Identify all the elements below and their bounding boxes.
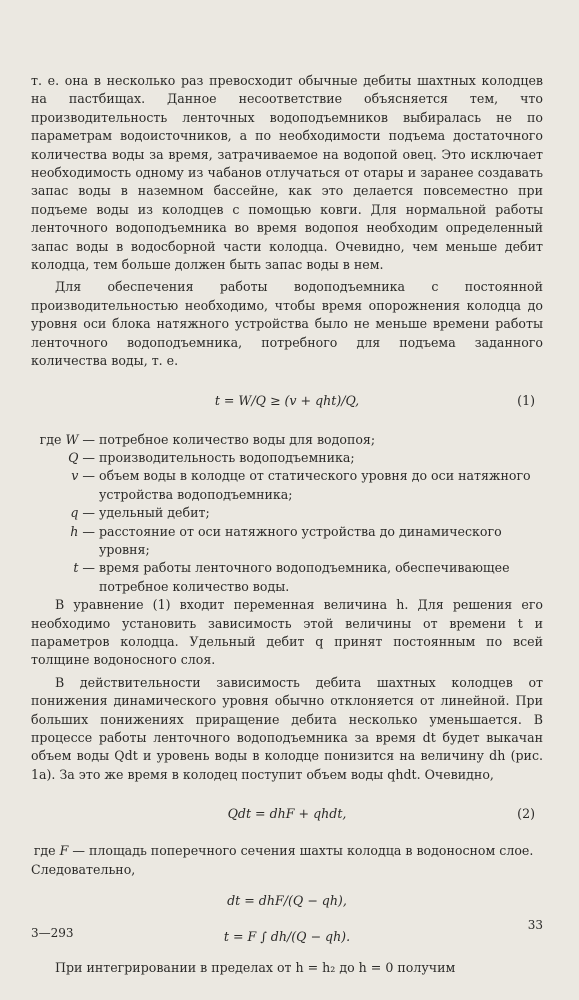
paragraph-4: В действительности зависимость дебита шахтных колодцев от понижения динамического уровня обычно отклоняется от линейной. При больших понижениях приращение дебита несколько уменьшается. В процессе работы ленточного водоподъемника за время dt будет выкачан объем воды Qdt и уровень воды в колодце понизится на величину dh (рис. 1а). За это же время в колодец поступит объем воды qhdt. Очевидно,	[31, 674, 543, 782]
equation-2	[31, 798, 543, 830]
equation-3	[31, 887, 543, 915]
definition-item	[31, 523, 543, 560]
definition-text: потребное количество воды для водопоя;	[99, 431, 376, 447]
definition-text: объем воды в колодце от статического уровня до оси натяжного устройства водоподъемника;	[99, 468, 531, 502]
definition-symbol: где F —	[33, 843, 85, 859]
definition-symbol: v —	[71, 468, 95, 484]
definition-text: расстояние от оси натяжного устройства до динамического уровня;	[99, 523, 502, 557]
definition-symbol: q —	[70, 505, 95, 521]
definition-item	[31, 467, 543, 504]
definition-text: удельный дебит;	[99, 505, 210, 521]
definitions-list	[31, 431, 543, 597]
definition-text: время работы ленточного водоподъемника, обеспечивающее потребное количество воды.	[99, 560, 510, 594]
equation-3-body: dt = dhF/(Q − qh),	[227, 893, 347, 909]
definition-f	[31, 842, 543, 860]
definition-symbol: Q —	[68, 449, 95, 465]
definition-symbol: h —	[70, 523, 95, 539]
equation-1	[31, 385, 543, 417]
definition-text: производительность водоподъемника;	[99, 449, 355, 465]
definition-symbol: где W —	[39, 431, 95, 447]
equation-4-body: t = F ∫ dh/(Q − qh).	[223, 929, 351, 945]
definition-text: площадь поперечного сечения шахты колодца в водоносном слое.	[89, 843, 534, 859]
equation-2-body: Qdt = dhF + qhdt,	[227, 806, 347, 822]
equation-1-body: t = W/Q ≥ (v + qht)/Q,	[214, 392, 360, 408]
equation-1-number: (1)	[517, 392, 535, 408]
paragraph-2: Для обеспечения работы водоподъемника с постоянной производительностью необходимо, чтобы время опорожнения колодца до уровня оси блока натяжного устройства было не меньше времени работы ленточного водоподъемника, потребного для подъема заданного количества воды, т. е.	[31, 279, 543, 369]
equation-2-number: (2)	[517, 806, 535, 822]
equation-4	[31, 923, 543, 951]
paragraph-3: В уравнение (1) входит переменная величина h. Для решения его необходимо установить зависимость этой величины от времени t и параметров колодца. Удельный дебит q принят постоянным по всей толщине водоносного слоя.	[31, 597, 543, 668]
paragraph-7: При интегрировании в пределах от h = h₂ до h = 0 получим	[55, 960, 456, 976]
definition-item	[31, 449, 543, 467]
printer-signature: 3—293	[31, 926, 74, 940]
definition-item	[31, 431, 543, 449]
paragraph-6: Следовательно,	[31, 861, 136, 877]
paragraph-1: т. е. она в несколько раз превосходит обычные дебиты шахтных колодцев на пастбищах. Данное несоответствие объясняется тем, что производительность ленточных водоподъемников выбиралась не по параметрам водоисточников, а по необходимости подъема достаточного количества воды за время, затрачиваемое на водопой овец. Это исключает необходимость одному из чабанов отлучаться от отары и заранее создавать запас воды в наземном бассейне, как это делается повсеместно при подъеме воды из колодцев с помощью ковги. Для нормальной работы ленточного водоподъемника во время водопоя необходим определенный запас воды в водосборной части колодца. Очевидно, чем меньше дебит колодца, тем больше должен быть запас воды в нем.	[31, 73, 543, 273]
page-number: 33	[527, 918, 543, 932]
definition-item	[31, 504, 543, 522]
definition-item	[31, 559, 543, 596]
definition-symbol: t —	[73, 560, 95, 576]
